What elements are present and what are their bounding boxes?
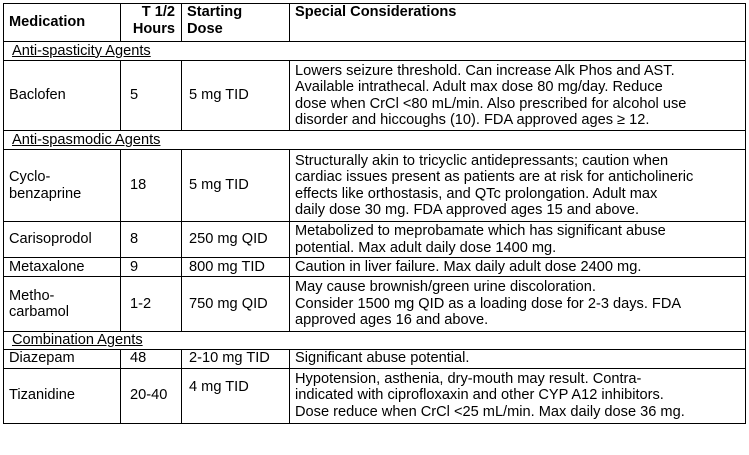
medication-table-container — [3, 3, 746, 424]
special-considerations — [290, 258, 746, 277]
half-life-value: 8 — [121, 222, 182, 258]
category-antispasmodic-label: Anti-spasmodic Agents — [12, 131, 161, 148]
half-life-value: 20-40 — [121, 368, 182, 423]
half-life-value: 1-2 — [121, 277, 182, 332]
category-combination — [4, 332, 746, 350]
header-starting-dose — [182, 4, 290, 42]
starting-dose-value: 250 mg QID — [182, 222, 290, 258]
medication-name — [4, 277, 121, 332]
special-considerations — [290, 277, 746, 332]
medication-name-line2: carbamol — [9, 304, 70, 320]
header-dose-line1: Starting — [187, 4, 243, 20]
table-row-diazepam — [4, 349, 746, 368]
medication-name-line2: benzaprine — [9, 185, 82, 202]
medication-name: Carisoprodol — [4, 222, 121, 258]
medication-name: Metaxalone — [4, 258, 121, 277]
note-line: daily dose 30 mg. FDA approved ages 15 and above. — [295, 202, 639, 218]
medication-name-line1: Cyclo- — [9, 169, 51, 185]
medication-name: Diazepam — [4, 349, 121, 368]
note-line: Metabolized to meprobamate which has significant abuse — [295, 223, 666, 239]
note-line: indicated with ciprofloxaxin and other CYP A12 inhibitors. — [295, 387, 664, 404]
header-medication — [4, 4, 121, 42]
starting-dose-value: 5 mg TID — [182, 61, 290, 131]
starting-dose-value: 4 mg TID — [182, 368, 290, 423]
note-line: potential. Max adult daily dose 1400 mg. — [295, 239, 557, 256]
muscle-relaxant-table — [3, 3, 746, 424]
note-line: disorder and hiccoughs (10). FDA approved ages ≥ 12. — [295, 112, 650, 128]
category-combination-label: Combination Agents — [12, 332, 143, 348]
note-line: effects like orthostasis, and QTc prolongation. Adult max — [295, 185, 658, 202]
note-line: dose when CrCl <80 mL/min. Also prescribed for alcohol use — [295, 95, 687, 112]
special-considerations — [290, 368, 746, 423]
medication-name: Baclofen — [4, 61, 121, 131]
special-considerations — [290, 61, 746, 131]
half-life-value: 48 — [121, 349, 182, 368]
note-line: Caution in liver failure. Max daily adult dose 2400 mg. — [295, 258, 642, 275]
header-special-considerations — [290, 4, 746, 42]
half-life-value: 5 — [121, 61, 182, 131]
starting-dose-value: 2-10 mg TID — [182, 349, 290, 368]
table-row-carisoprodol — [4, 222, 746, 258]
header-row — [4, 4, 746, 42]
half-life-value: 9 — [121, 258, 182, 277]
note-line: Available intrathecal. Adult max dose 80 mg/day. Reduce — [295, 79, 663, 95]
special-considerations — [290, 222, 746, 258]
note-line: Dose reduce when CrCl <25 mL/min. Max daily dose 36 mg. — [295, 403, 685, 420]
header-half-life — [121, 4, 182, 42]
note-line: cardiac issues present as patients are at risk for anticholineric — [295, 169, 694, 185]
category-antispasmodic — [4, 131, 746, 150]
starting-dose-value: 5 mg TID — [182, 150, 290, 222]
header-half-life-line2: Hours — [132, 20, 175, 37]
note-line: Consider 1500 mg QID as a loading dose for 2-3 days. FDA — [295, 295, 682, 312]
header-half-life-line1: T 1/2 — [141, 4, 175, 20]
note-line: Structurally akin to tricyclic antidepressants; caution when — [295, 152, 669, 169]
medication-name: Tizanidine — [4, 368, 121, 423]
table-row-methocarbamol — [4, 277, 746, 332]
table-row-cyclobenzaprine — [4, 150, 746, 222]
note-line: Hypotension, asthenia, dry-mouth may result. Contra- — [295, 370, 642, 387]
special-considerations — [290, 349, 746, 368]
category-antispasticity-label: Anti-spasticity Agents — [12, 42, 151, 59]
header-considerations-label: Special Considerations — [295, 4, 457, 20]
note-line: Significant abuse potential. — [295, 350, 470, 367]
header-medication-label: Medication — [9, 14, 86, 31]
header-dose-line2: Dose — [187, 20, 223, 37]
category-antispasticity — [4, 42, 746, 61]
note-line: May cause brownish/green urine discoloration. — [295, 279, 596, 296]
half-life-value: 18 — [121, 150, 182, 222]
table-row-tizanidine — [4, 368, 746, 423]
table-row-baclofen — [4, 61, 746, 131]
category-row-antispasmodic — [4, 131, 746, 150]
starting-dose-value: 750 mg QID — [182, 277, 290, 332]
starting-dose-value: 800 mg TID — [182, 258, 290, 277]
note-line: approved ages 16 and above. — [295, 312, 489, 329]
note-line: Lowers seizure threshold. Can increase Alk Phos and AST. — [295, 62, 675, 79]
category-row-antispasticity — [4, 42, 746, 61]
category-row-combination — [4, 332, 746, 350]
special-considerations — [290, 150, 746, 222]
medication-name-line1: Metho- — [9, 287, 55, 304]
table-row-metaxalone — [4, 258, 746, 277]
medication-name — [4, 150, 121, 222]
